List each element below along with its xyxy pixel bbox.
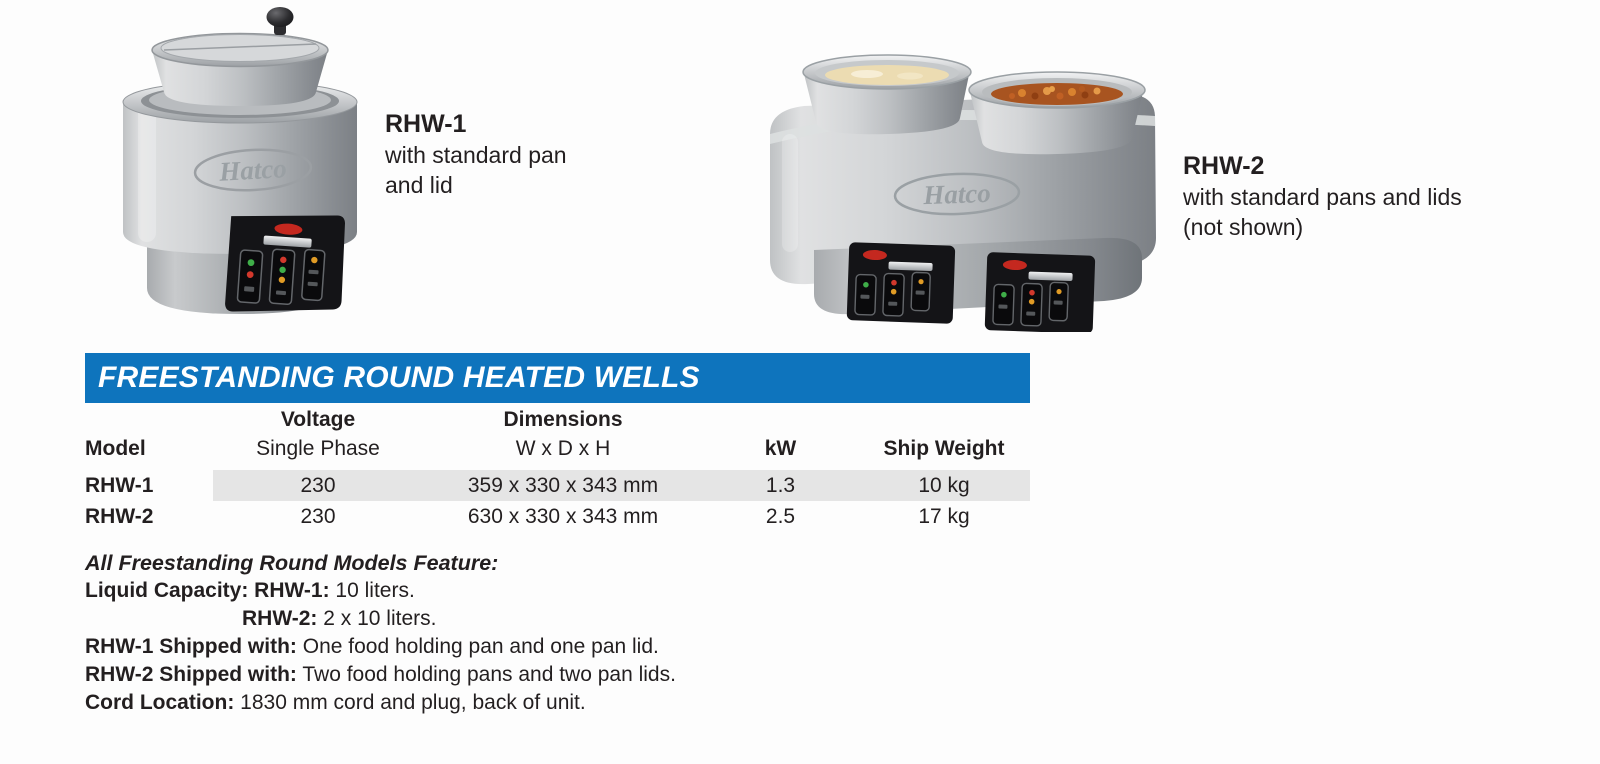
- table-row-rhw1: [85, 470, 1030, 501]
- cream-food: [825, 65, 949, 85]
- rhw2-caption-line1: with standard pans and lids: [1183, 184, 1462, 210]
- table-header-row-top: [85, 405, 1030, 434]
- cell-voltage: 230: [213, 470, 423, 501]
- section-banner: [85, 353, 1030, 403]
- table-header-row-sub: [85, 434, 1030, 464]
- col-header-ship-weight: Ship Weight: [883, 437, 1005, 460]
- svg-text:Hatco: Hatco: [218, 153, 288, 187]
- rhw2-left-pan: [803, 55, 971, 134]
- feature-rhw2-shipped-with: RHW-2 Shipped with: Two food holding pans and two pan lids.: [85, 663, 676, 686]
- control-strip-1: [237, 250, 263, 303]
- rhw2-product-photo: [752, 12, 1172, 332]
- feature-liquid-capacity-rhw2: RHW-2: 2 x 10 liters.: [242, 607, 437, 630]
- cell-ship-weight: 10 kg: [858, 470, 1030, 501]
- svg-text:Hatco: Hatco: [922, 177, 992, 211]
- rhw1-caption-line1: with standard pan: [385, 142, 567, 168]
- rhw2-right-pan: [969, 72, 1145, 154]
- cell-voltage: 230: [300, 505, 336, 528]
- section-banner-title: FREESTANDING ROUND HEATED WELLS: [98, 361, 700, 394]
- control-strip-3: [302, 249, 325, 300]
- feature-cord-location: Cord Location: 1830 mm cord and plug, back of unit.: [85, 691, 586, 714]
- col-subheader-wdh: W x D x H: [515, 437, 611, 460]
- feature-liquid-capacity: Liquid Capacity: RHW-1: 10 liters.: [85, 579, 415, 602]
- rhw1-control-panel: [225, 208, 348, 319]
- cell-dimensions: 630 x 330 x 343 mm: [467, 505, 659, 528]
- rhw1-caption: [385, 108, 567, 200]
- col-header-model: Model: [85, 437, 146, 460]
- spec-table: [85, 405, 1030, 532]
- cell-model: RHW-2: [85, 505, 154, 528]
- rhw2-control-panel-left: [847, 242, 956, 324]
- lid-knob: [267, 7, 294, 27]
- control-strip-2: [269, 249, 295, 304]
- table-row-rhw2: [85, 501, 1030, 532]
- col-header-voltage: Voltage: [280, 408, 356, 431]
- col-header-kw: kW: [764, 437, 797, 460]
- rhw2-caption: [1183, 150, 1462, 242]
- col-subheader-single-phase: Single Phase: [256, 437, 380, 460]
- rhw2-caption-line2: (not shown): [1183, 214, 1304, 240]
- pan-lid: [161, 7, 319, 62]
- cell-model: RHW-1: [85, 474, 154, 497]
- features-heading: All Freestanding Round Models Feature:: [85, 551, 499, 575]
- rhw2-control-panel-right: [985, 252, 1096, 332]
- cell-ship-weight: 17 kg: [918, 505, 970, 528]
- cell-kw: 2.5: [765, 505, 796, 528]
- rhw1-product-photo: [90, 2, 390, 332]
- col-header-dimensions: Dimensions: [503, 408, 623, 431]
- features-block: [85, 549, 676, 717]
- cell-dimensions: 359 x 330 x 343 mm: [423, 470, 703, 501]
- rhw1-caption-title: RHW-1: [385, 110, 467, 138]
- cell-kw: 1.3: [703, 470, 858, 501]
- feature-rhw1-shipped-with: RHW-1 Shipped with: One food holding pan and one pan lid.: [85, 635, 659, 658]
- rhw2-caption-title: RHW-2: [1183, 152, 1265, 180]
- rhw1-caption-line2: and lid: [385, 172, 453, 198]
